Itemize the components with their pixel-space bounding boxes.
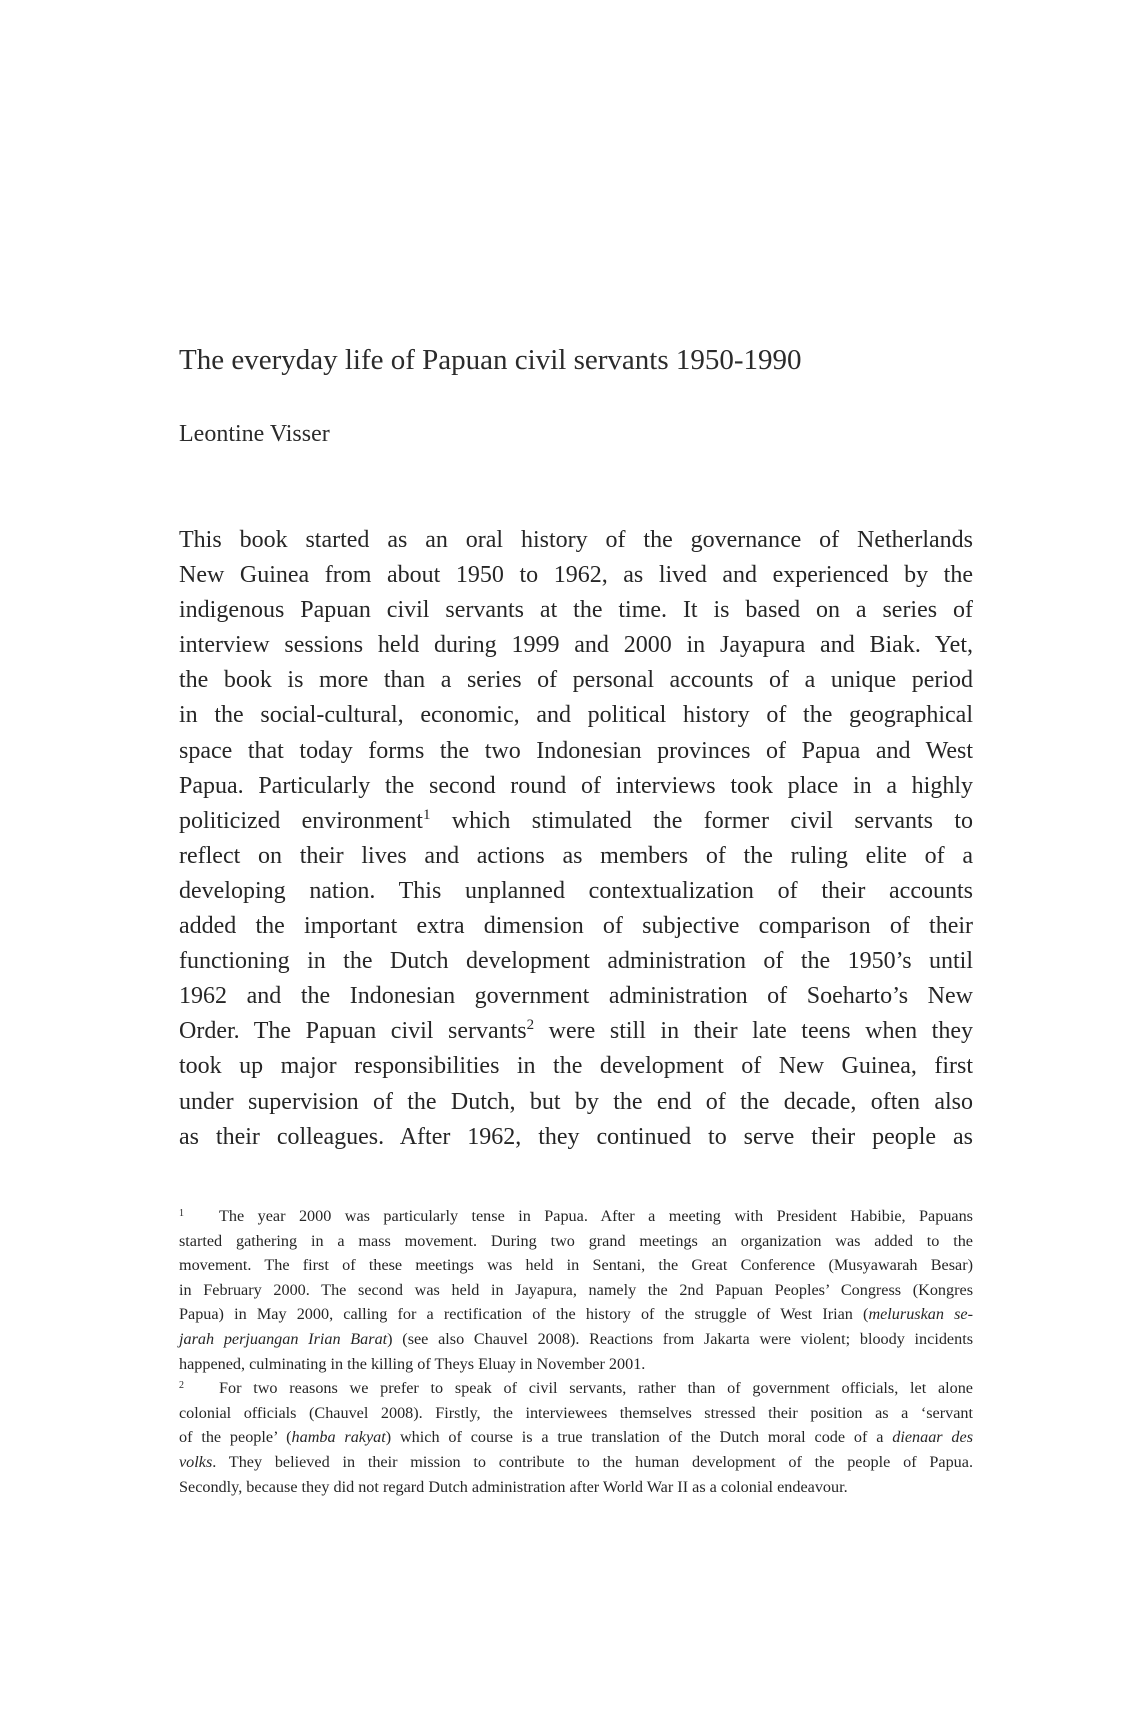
body-line: space that today forms the two Indonesian provinces of Papua and West bbox=[179, 737, 973, 764]
body-line: the book is more than a series of personal accounts of a unique period bbox=[179, 667, 973, 694]
footnote-text-segment: For two reasons we prefer to speak of civil servants, rather than of government officials, let alone bbox=[219, 1379, 973, 1398]
body-line: New Guinea from about 1950 to 1962, as lived and experienced by the bbox=[179, 562, 973, 589]
body-line: in the social-cultural, economic, and political history of the geographical bbox=[179, 702, 973, 729]
body-line: under supervision of the Dutch, but by the end of the decade, often also bbox=[179, 1088, 973, 1115]
footnote-reference-2[interactable]: 2 bbox=[526, 1017, 535, 1034]
footnote-reference-1[interactable]: 1 bbox=[422, 806, 431, 823]
footnote-line: happened, culminating in the killing of Theys Eluay in November 2001. bbox=[179, 1354, 646, 1373]
footnote-line: Secondly, because they did not regard Dutch administration after World War II as a colonial endeavour. bbox=[179, 1477, 848, 1496]
footnote-line: colonial officials (Chauvel 2008). Firstly, the interviewees themselves stressed their position as a ‘servant bbox=[179, 1403, 973, 1422]
body-line: added the important extra dimension of subjective comparison of their bbox=[179, 913, 973, 940]
footnote-italic-segment: jarah perjuangan Irian Barat bbox=[179, 1329, 388, 1348]
footnote-line: movement. The first of these meetings was held in Sentani, the Great Conference (Musyawarah Besar) bbox=[179, 1256, 973, 1275]
footnote-italic-segment: dienaar des bbox=[892, 1428, 974, 1447]
footnote-2 bbox=[179, 1376, 973, 1499]
body-text-segment: politicized environment bbox=[179, 807, 423, 834]
footnote-line bbox=[179, 1302, 973, 1327]
body-text-segment: Order. The Papuan civil servants bbox=[179, 1018, 527, 1045]
footnote-italic-segment: meluruskan se- bbox=[868, 1305, 974, 1324]
body-line: took up major responsibilities in the development of New Guinea, first bbox=[179, 1053, 973, 1080]
body-line: indigenous Papuan civil servants at the time. It is based on a series of bbox=[179, 597, 973, 624]
footnote-text-segment: ) which of course is a true translation of the Dutch moral code of a bbox=[385, 1428, 893, 1447]
footnote-text-segment: ) (see also Chauvel 2008). Reactions from Jakarta were violent; bloody incidents bbox=[387, 1329, 973, 1348]
chapter-author: Leontine Visser bbox=[179, 421, 330, 447]
footnote-italic-segment: hamba rakyat bbox=[291, 1428, 386, 1447]
footnotes-section bbox=[179, 1204, 973, 1499]
body-text-segment: were still in their late teens when they bbox=[534, 1018, 973, 1045]
book-page bbox=[179, 0, 973, 1718]
body-line: reflect on their lives and actions as members of the ruling elite of a bbox=[179, 842, 973, 869]
footnote-italic-segment: volks bbox=[179, 1452, 213, 1471]
body-line: 1962 and the Indonesian government administration of Soeharto’s New bbox=[179, 983, 973, 1010]
body-line bbox=[179, 1014, 973, 1049]
body-line: functioning in the Dutch development administration of the 1950’s until bbox=[179, 948, 973, 975]
footnote-text-segment: The year 2000 was particularly tense in Papua. After a meeting with President Habibie, Papuans bbox=[219, 1207, 973, 1225]
body-line: interview sessions held during 1999 and 2000 in Jayapura and Biak. Yet, bbox=[179, 632, 973, 659]
footnote-line: started gathering in a mass movement. During two grand meetings an organization was added to the bbox=[179, 1231, 973, 1250]
footnote-line: 2 For two reasons we prefer to speak of civil servants, rather than of government officials, let alone bbox=[179, 1379, 973, 1398]
body-paragraph bbox=[179, 523, 973, 1155]
body-line bbox=[179, 804, 973, 839]
footnote-line bbox=[179, 1450, 973, 1475]
footnote-line: in February 2000. The second was held in Jayapura, namely the 2nd Papuan Peoples’ Congress (Kongres bbox=[179, 1280, 973, 1299]
chapter-title: The everyday life of Papuan civil servants 1950-1990 bbox=[179, 344, 802, 376]
footnote-line bbox=[179, 1425, 973, 1450]
footnote-text-segment: . They believed in their mission to contribute to the human development of the people of Papua. bbox=[212, 1452, 973, 1471]
body-text-segment: which stimulated the former civil servants to bbox=[430, 807, 973, 834]
footnote-text-segment: Papua) in May 2000, calling for a rectification of the history of the struggle of West Irian ( bbox=[179, 1305, 869, 1324]
body-line: Papua. Particularly the second round of interviews took place in a highly bbox=[179, 772, 973, 799]
footnote-1 bbox=[179, 1204, 973, 1376]
body-line: developing nation. This unplanned contextualization of their accounts bbox=[179, 877, 973, 904]
footnote-line: 1 The year 2000 was particularly tense in Papua. After a meeting with President Habibie, Papuans bbox=[179, 1207, 973, 1225]
body-line: as their colleagues. After 1962, they continued to serve their people as bbox=[179, 1123, 973, 1150]
footnote-text-segment: of the people’ ( bbox=[179, 1428, 292, 1447]
footnote-line bbox=[179, 1327, 973, 1352]
body-line: This book started as an oral history of the governance of Netherlands bbox=[179, 527, 973, 553]
